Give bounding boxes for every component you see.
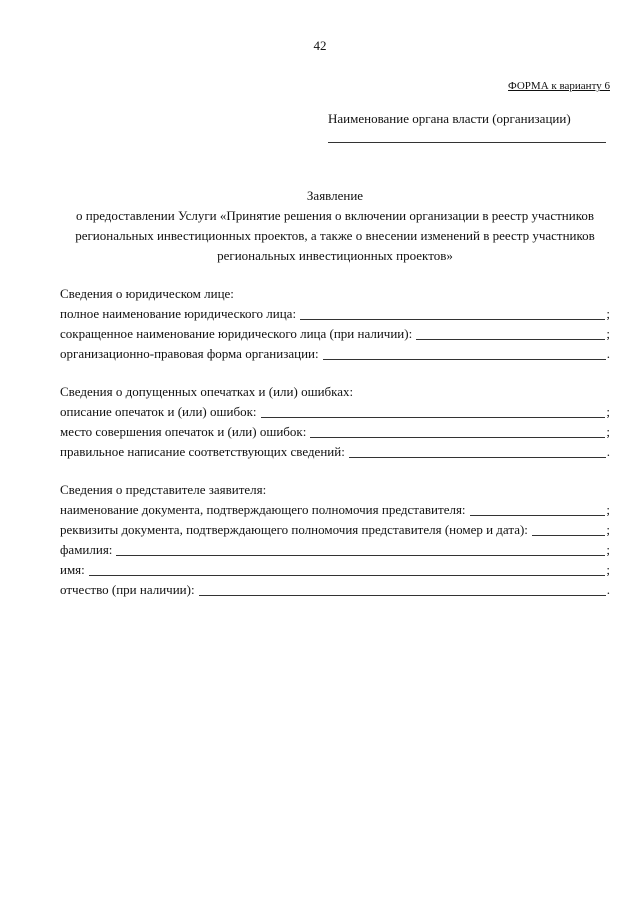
section-representative xyxy=(60,480,610,600)
field-end-mark: ; xyxy=(606,522,610,537)
field-end-mark: ; xyxy=(606,562,610,577)
field-label: полное наименование юридического лица: xyxy=(60,306,297,321)
field-label: организационно-правовая форма организации: xyxy=(60,346,319,361)
form-reference: ФОРМА к варианту 6 xyxy=(508,80,610,92)
document-title xyxy=(60,186,610,266)
section-errors xyxy=(60,382,610,462)
field-end-mark: ; xyxy=(606,424,610,439)
fill-line[interactable] xyxy=(300,319,605,320)
section-legal-entity xyxy=(60,284,610,364)
field-end-mark: ; xyxy=(606,306,610,321)
field-label: правильное написание соответствующих сведений: xyxy=(60,444,345,459)
fill-line[interactable] xyxy=(349,457,606,458)
title-line-3: региональных инвестиционных проектов, а также о внесении изменений в реестр участников xyxy=(75,228,595,243)
authority-label: Наименование органа власти (организации) xyxy=(328,111,571,126)
field-surname xyxy=(60,540,610,560)
fill-line[interactable] xyxy=(532,535,605,536)
field-end-mark: ; xyxy=(606,542,610,557)
field-label: сокращенное наименование юридического лица (при наличии): xyxy=(60,326,413,341)
field-document-details xyxy=(60,520,610,540)
field-label: отчество (при наличии): xyxy=(60,582,195,597)
field-end-mark: . xyxy=(606,582,610,597)
section-heading: Сведения о допущенных опечатках и (или) ошибках: xyxy=(60,384,354,399)
field-short-name xyxy=(60,324,610,344)
field-patronymic xyxy=(60,580,610,600)
field-error-description xyxy=(60,402,610,422)
field-label: фамилия: xyxy=(60,542,113,557)
field-end-mark: ; xyxy=(606,404,610,419)
fill-line[interactable] xyxy=(89,575,606,576)
fill-line[interactable] xyxy=(261,417,606,418)
fill-line[interactable] xyxy=(199,595,606,596)
section-heading: Сведения о представителе заявителя: xyxy=(60,482,267,497)
field-label: наименование документа, подтверждающего полномочия представителя: xyxy=(60,502,466,517)
field-label: описание опечаток и (или) ошибок: xyxy=(60,404,257,419)
field-authority-document xyxy=(60,500,610,520)
page-number: 42 xyxy=(313,38,327,53)
field-first-name xyxy=(60,560,610,580)
fill-line[interactable] xyxy=(310,437,605,438)
fill-line[interactable] xyxy=(323,359,606,360)
title-line-1: Заявление xyxy=(306,188,364,203)
title-line-4: региональных инвестиционных проектов» xyxy=(217,248,453,263)
field-error-location xyxy=(60,422,610,442)
field-end-mark: . xyxy=(606,346,610,361)
fill-line[interactable] xyxy=(470,515,606,516)
fill-line[interactable] xyxy=(116,555,605,556)
field-legal-form xyxy=(60,344,610,364)
field-end-mark: . xyxy=(606,444,610,459)
field-label: место совершения опечаток и (или) ошибок: xyxy=(60,424,307,439)
field-label: имя: xyxy=(60,562,85,577)
authority-block xyxy=(328,110,606,143)
section-heading: Сведения о юридическом лице: xyxy=(60,286,234,301)
fill-line[interactable] xyxy=(416,339,605,340)
field-correct-spelling xyxy=(60,442,610,462)
field-end-mark: ; xyxy=(606,502,610,517)
field-label: реквизиты документа, подтверждающего полномочия представителя (номер и дата): xyxy=(60,522,528,537)
title-line-2: о предоставлении Услуги «Принятие решения о включении организации в реестр участников xyxy=(75,208,594,223)
authority-fill-line[interactable] xyxy=(328,142,606,143)
field-end-mark: ; xyxy=(606,326,610,341)
field-full-name xyxy=(60,304,610,324)
form-sections xyxy=(60,284,610,618)
